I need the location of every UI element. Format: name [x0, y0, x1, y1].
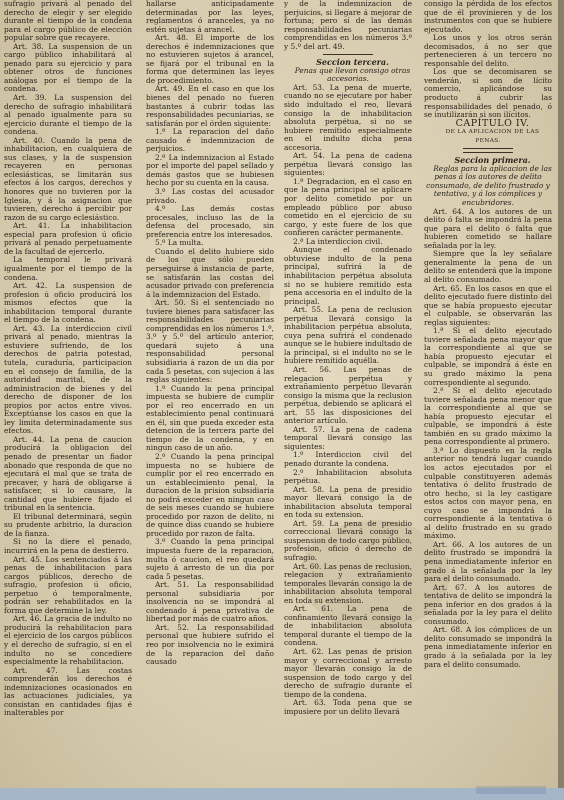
- article-paragraph: La temporal le privará igualmente por el tiempo de la condena.: [4, 255, 132, 282]
- article-paragraph: El tribunal determinará, según su prudente arbitrio, la duracion de la fianza.: [4, 511, 132, 538]
- article-paragraph: 2.º Cuando la pena principal impuesta no se hubiere de cumplir por el reo encerrado en un establecimiento penal, la duracion de la prision subsidiaria no podrá exceder en ningun caso de seis meses cuando se hubiere procedido por razon de delito, ni de quince dias cuando se hubiere procedido por razon de falta.: [146, 451, 274, 538]
- article-paragraph: 1.º Cuando la pena principal impuesta se hubiere de cumplir por el reo encerrado en un establecimiento penal continuará en él, sin que pueda exceder esta detencion de la tercera parte del tiempo de la condena, y en ningun caso de un año.: [146, 383, 274, 453]
- article-paragraph: Art. 62. Las penas de prision mayor y correccional y arresto mayor llevarán consigo la de suspension de todo cargo y del derecho de sufragio durante el tiempo de la condena.: [284, 647, 412, 699]
- article-paragraph: Art. 55. La pena de reclusion perpétua llevará consigo la inhabilitacion perpétua absoluta, cuya pena sufrirá el condenado aunque se le hubiere indultado de la principal, si el indulto no se le hubiere remitido aquélla.: [284, 305, 412, 366]
- section-divider: [463, 152, 513, 153]
- article-paragraph: Art. 57. La pena de cadena temporal llevará consigo las siguientes:: [284, 424, 412, 451]
- section-subheading: Penas que llevan consigo otras accesorias.: [294, 65, 411, 84]
- article-paragraph: Art. 52. La responsabilidad personal que hubiere sufrido el reo por insolvencia no le eximirá de la reparacion del daño causado: [146, 622, 274, 667]
- chapter-subheading: DE LA APLICACION DE LAS PENAS.: [445, 129, 540, 144]
- article-paragraph: 3.º Las costas del acusador privado.: [146, 187, 274, 205]
- article-paragraph: 4.º Las demás costas procesales, incluso las de la defensa del procesado, sin preferencia entre los interesados.: [146, 204, 274, 239]
- article-paragraph: Art. 44. La pena de caucion producirá la obligacion del penado de presentar un fiador abonado que responda de que no ejecutará el mal que se trata de precaver, y hará de obligarse á satisfacer, si lo causare, la cantidad que hubiere fijado el tribunal en la sentencia.: [4, 434, 132, 513]
- article-paragraph: Art. 58. La pena de presidio mayor llevará consigo la de inhabilitacion absoluta temporal en toda su extension.: [284, 484, 412, 520]
- article-paragraph: 2.ª Si el delito ejecutado tuviere señalada pena menor que la correspondiente al que se había propuesto ejecutar el culpable, se impondrá á éste también en su grado máximo la pena correspondiente al primero.: [424, 386, 552, 447]
- article-paragraph: Art. 50. Si el sentenciado no tuviere bienes para satisfacer las responsabilidades pecuniarias comprendidas en los números 1.º, 3.º y 5.º del artículo anterior, quedará sujeto á una responsabilidad personal subsidiaria á razon de un dia por cada 5 pesetas, con sujecion á las reglas siguientes:: [146, 298, 274, 385]
- article-paragraph: 1.ª Degradacion, en el caso en que la pena principal se aplicare por delito cometido por un empleado público por abuso cometido en el ejercicio de su cargo, y este fuere de los que confieren carácter permanente.: [284, 176, 412, 238]
- article-paragraph: Art. 48. El importe de los derechos é indemnizaciones que no estuvieren sujetos á arancel, se fijará por el tribunal en la forma que determinen las leyes de procedimiento.: [146, 33, 274, 85]
- article-paragraph: Art. 45. Los sentenciados á las penas de inhabilitacion para cargos públicos, derecho de sufragio, profesion ú oficio, perpetuo ó temporalmente, podrán ser rehabilitados en la forma que determine la ley.: [4, 554, 132, 615]
- article-paragraph: Art. 49. En el caso en que los bienes del penado no fueren bastantes á cubrir todas las responsabilidades pecuniarias, se satisfarán por el órden siguiente:: [146, 84, 274, 128]
- article-paragraph: Los unos y los otros serán decomisados, á no ser que pertenecieren á un tercero no responsable del delito.: [424, 33, 552, 68]
- article-paragraph: 1.º La reparacion del daño causado é indemnizacion de perjuicios.: [146, 127, 274, 154]
- text-column-1: [4, 0, 132, 786]
- article-paragraph: 5.º La multa.: [155, 238, 204, 248]
- article-paragraph: Si no la diere el penado, incurrirá en la pena de destierro.: [4, 537, 132, 555]
- section-divider: [323, 54, 373, 55]
- article-paragraph: Art. 63. Toda pena que se impusiere por un delito llevará: [284, 698, 412, 716]
- chapter-heading: CAPÍTULO IV.: [455, 117, 530, 129]
- article-paragraph: Art. 60. Las penas de reclusion, relegacion y extrañamiento temporales llevarán consigo la de inhabilitacion absoluta temporal en toda su extension.: [284, 561, 412, 605]
- article-paragraph: 1.º Interdiccion civil del penado durante la condena.: [284, 450, 412, 468]
- article-paragraph: Aunque el condenado obtuviese indulto de la pena principal, sufrirá la de inhabilitacion perpétua absoluta si no se hubiere remitido esta pena accesoria en el indulto de la principal.: [284, 245, 412, 306]
- text-column-2: [146, 0, 274, 786]
- article-paragraph: Art. 42. La suspension de profesion ú oficio producirá los mismos efectos que la inhabilitacion temporal durante el tiempo de la condena.: [4, 281, 132, 325]
- page-edge-shadow: [558, 0, 564, 800]
- article-paragraph: Art. 61. La pena de confinamiento llevará consigo la de inhabilitacion absoluta temporal durante el tiempo de la condena.: [284, 604, 412, 648]
- text-column-4: [424, 0, 552, 786]
- article-paragraph: Art. 47. Las costas comprenderán los derechos é indemnizaciones ocasionados en las actuaciones judiciales, ya consistan en cantidades fijas é inalterables por: [4, 665, 132, 718]
- article-paragraph: Art. 43. La interdiccion civil privará al penado, mientras la estuviere sufriendo, de los derechos de patria potestad, tutela, curaduría, participacion en el consejo de familia, de la autoridad marital, de la administracion de bienes y del derecho de disponer de los propios por actos entre vivos. Exceptúanse los casos en que la ley limita determinadamente sus efectos.: [4, 323, 132, 436]
- article-paragraph: Los que se decomisaren se venderán, si son de lícito comercio, aplicándose su producto á cubrir las responsabilidades del penado, ó se inutilizarán si son ilícitos.: [424, 67, 552, 120]
- article-paragraph: 2.ª La interdiccion civil.: [293, 236, 383, 246]
- article-paragraph: 2.º La indemnizacion al Estado por el importe del papel sellado y demás gastos que se hubiesen hecho por su cuenta en la causa.: [146, 152, 274, 188]
- chapter-divider: [463, 148, 513, 149]
- section-heading: Seccion tercera.: [316, 57, 389, 68]
- article-paragraph: Art. 68. A los cómplices de un delito consumado se impondrá la pena inmediatamente inferior en grado á la señalada por la ley para el delito consumado.: [424, 625, 552, 669]
- article-paragraph: Art. 54. La pena de cadena perpétua llevará consigo las siguientes:: [284, 151, 412, 178]
- article-paragraph: 3.º Cuando la pena principal impuesta fuere de la reparacion, multa ó caucion, el reo quedará sujeto á arresto de un dia por cada 5 pesetas.: [146, 537, 274, 581]
- article-paragraph: Art. 53. La pena de muerte, cuando no se ejecutare por haber sido indultado el reo, llevará consigo la de inhabilitacion absoluta perpétua, si no se hubiere remitido especialmente en el indulto dicha pena accesoria.: [284, 82, 412, 152]
- text-column-3: [284, 0, 412, 786]
- article-paragraph: Art. 39. La suspension del derecho de sufragio inhabilitará al penado igualmente para su ejercicio durante el tiempo de la condena.: [4, 93, 132, 137]
- article-paragraph: Art. 56. Las penas de relegacion perpétua y extrañamiento perpétuo llevarán consigo la misma que la reclusion perpétua, debiendo se aplicará el art. 55 las disposiciones del anterior artículo.: [284, 364, 412, 426]
- article-paragraph: Art. 46. La gracia de indulto no producirá la rehabilitacion para el ejercicio de los cargos públicos y el derecho de sufragio, si en el indulto no se concediere especialmente la rehabilitacion.: [4, 614, 132, 667]
- article-paragraph: 2.º Inhabilitacion absoluta perpétua.: [284, 467, 412, 486]
- article-paragraph: Art. 59. La pena de presidio correccional llevará consigo la suspension de todo cargo público, profesion, oficio ó derecho de sufragio.: [284, 518, 412, 562]
- article-paragraph: Art. 66. A los autores de un delito frustrado se impondrá la pena inmediatamente inferior en grado á la señalada por la ley para el delito consumado.: [424, 539, 552, 584]
- article-paragraph: Art. 51. La responsabilidad personal subsidiaria por insolvencia no se impondrá al condenado á pena privativa de libertad por más de cuatro años.: [146, 580, 274, 624]
- article-paragraph: y de la indemnizacion de perjuicios, si llegare á mejorar de fortuna; pero sí de las demás responsabilidades pecuniarias comprendidas en los números 3.º y 5.º del art. 49.: [284, 0, 412, 51]
- article-paragraph: Art. 38. La suspension de un cargo público inhabilitará al penado para su ejercicio y para obtener otros de funciones análogas por el tiempo de la condena.: [4, 41, 132, 94]
- library-stamp-mark: [476, 786, 546, 794]
- article-paragraph: Art. 41. La inhabilitacion especial para profesion ú oficio privará al penado perpetuamente de la facultad de ejercerlo.: [4, 221, 132, 256]
- section-subheading: Reglas para la aplicacion de las penas á los autores de delito consumado, de delito frustrado y tentativa, y á los cómplices y encubridores.: [426, 163, 552, 208]
- section-heading: Seccion primera.: [454, 155, 531, 166]
- article-paragraph: Cuando el delito hubiere sido de los que sólo pueden perseguirse á instancia de parte, se satisfarán las costas del acusador privado con preferencia á la indemnizacion del Estado.: [146, 246, 274, 299]
- article-paragraph: Art. 65. En los casos en que el delito ejecutado fuere distinto del que se había propuesto ejecutar el culpable, se observarán las reglas siguientes:: [424, 283, 552, 327]
- article-paragraph: hallarse anticipadamente determinadas por las leyes, reglamentos ó aranceles, ya no estén sujetas á arancel.: [146, 0, 274, 34]
- article-paragraph: Art. 64. A los autores de un delito ó falta se impondrá la pena que para el delito ó falta que hubieren cometido se hallare señalada por la ley.: [424, 206, 552, 250]
- article-paragraph: Siempre que la ley señalare generalmente la pena de un delito se entenderá que la impone al delito consumado.: [424, 249, 552, 284]
- article-paragraph: 1.ª Si el delito ejecutado tuviere señalada pena mayor que la correspondiente al que se había propuesto ejecutar el culpable, se impondrá á éste en su grado máximo la pena correspondiente al segundo.: [424, 326, 552, 387]
- article-paragraph: Art. 40. Cuando la pena de inhabilitacion, en cualquiera de sus clases, y la de suspension recayeren en personas eclesiásticas, se limitarán sus efectos á los cargos, derechos y honores que no tuvieren por la Iglesia, y á la asignacion que tuvieren, derecho á percibir por razon de su cargo eclesiástico.: [4, 135, 132, 222]
- article-paragraph: Art. 67. A los autores de tentativa de delito se impondrá la pena inferior en dos grados á la señalada por la ley para el delito consumado.: [424, 582, 552, 626]
- article-paragraph: sufragio privará al penado del derecho de elegir y ser elegido durante el tiempo de la condena para el cargo público de elección popular sobre que recayere.: [4, 0, 132, 43]
- article-paragraph: consigo la pérdida de los efectos que de él provinieren y de los instrumentos con que se hubiere ejecutado.: [424, 0, 552, 34]
- article-paragraph: 3.ª Lo dispuesto en la regla anterior no tendrá lugar cuando los actos ejecutados por el culpable constituyeren además tentativa ó delito frustrado de otro hecho, si la ley castigare estos actos con mayor pena, en cuyo caso se impondrá la correspondiente á la tentativa ó al delito frustrado en su grado máximo.: [424, 445, 552, 541]
